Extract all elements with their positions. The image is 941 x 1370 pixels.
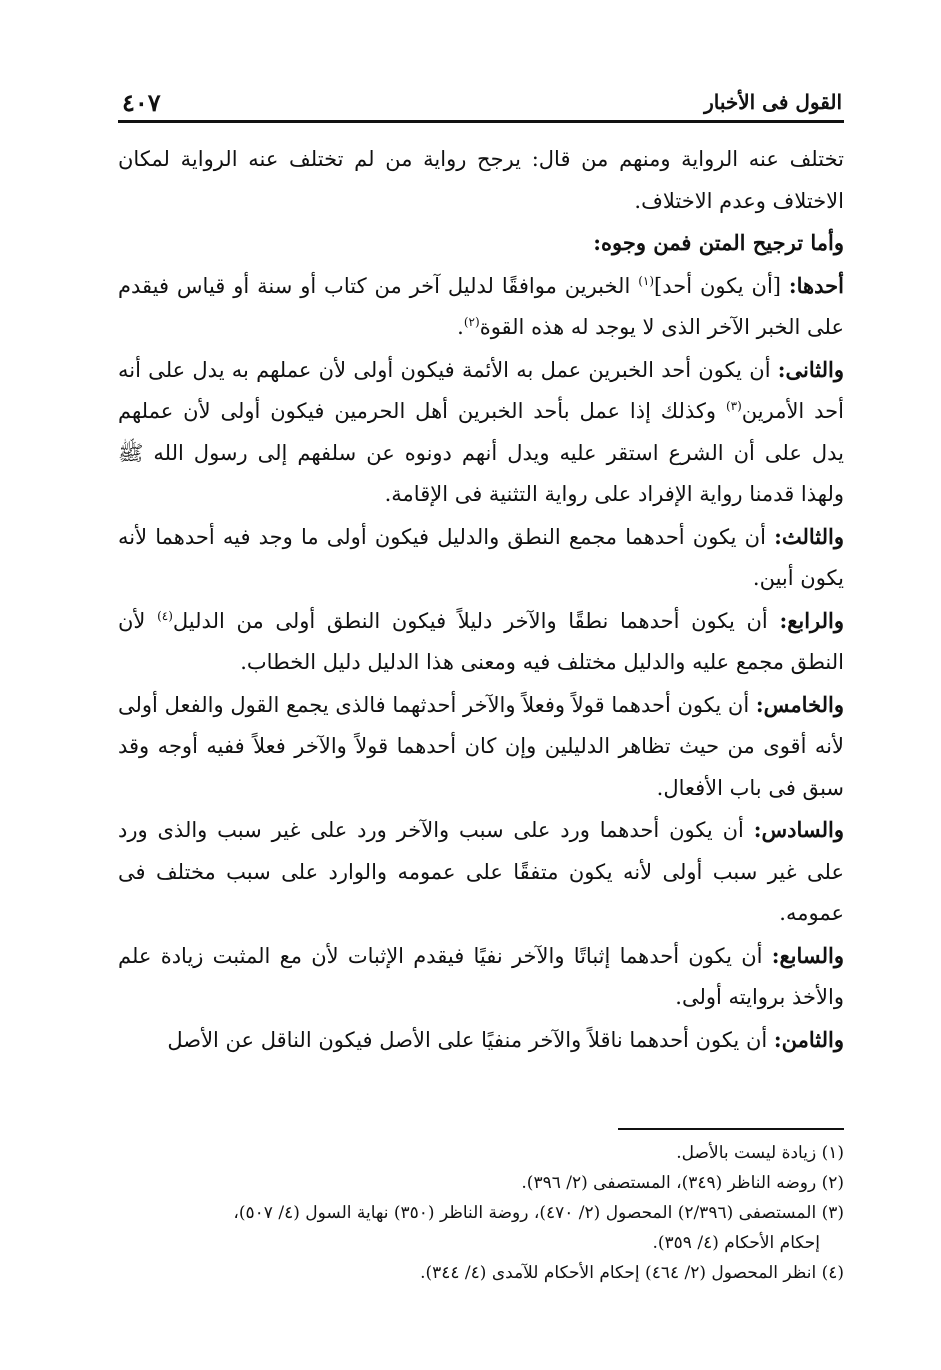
paragraph-lead: أحدها: [788, 272, 844, 298]
paragraph [118, 809, 844, 935]
footnote-text: (١) زيادة ليست بالأصل. [676, 1143, 844, 1163]
paragraph-lead: والسادس: [753, 817, 844, 842]
footnote-ref: (٣) [725, 399, 742, 413]
paragraph-text: أن يكون أحدهما قولاً وفعلاً والآخر أحدثهما فالذى يجمع القول والفعل أولى لأنه أقوى من حيث تظاهر الدليلين وإن كان أحدهما قولاً والآخر فعلاً ففيه أوجه وقد سبق فى باب الأفعال. [118, 692, 844, 800]
paragraph-lead: والرابع: [779, 607, 845, 633]
footnote-text: (٢) روضه الناظر (٣٤٩)، المستصفى (٢/ ٣٩٦). [521, 1173, 844, 1193]
footnote [118, 1258, 844, 1288]
chapter-title: القول فى الأخبار [704, 90, 842, 114]
paragraph-text: [أن يكون أحد] [654, 273, 789, 298]
paragraph-text: أن يكون أحدهما نطقًا والآخر دليلاً فيكون النطق أولى من الدليل [172, 608, 780, 633]
paragraph-text: الخبرين موافقًا لدليل آخر من كتاب أو سنة أو قياس فيقدم على الخبر الآخر الذى لا يوجد له هذه القوة [118, 273, 844, 339]
paragraph-text: أن يكون أحدهما إثباتًا والآخر نفيًا فيقدم الإثبات لأن مع المثبت زيادة علم والأخذ بروايته أولى. [118, 943, 844, 1009]
paragraph [118, 935, 844, 1019]
paragraph-text: أن يكون أحدهما ناقلاً والآخر منفيًا على الأصل فيكون الناقل عن الأصل [167, 1027, 774, 1052]
footnote-ref: (٢) [463, 315, 480, 329]
footnote-text: (٤) انظر المحصول (٢/ ٤٦٤) إحكام الأحكام للآمدى (٤/ ٣٤٤). [420, 1263, 844, 1283]
paragraph-lead: والسابع: [771, 942, 844, 968]
paragraph-lead: والثانى: [777, 356, 844, 382]
section-heading [118, 222, 844, 265]
footnote-divider [618, 1128, 844, 1130]
footnote [118, 1168, 844, 1198]
footnote [118, 1138, 844, 1168]
paragraph [118, 684, 844, 810]
body-text [118, 139, 844, 1061]
page-number: ٤٠٧ [122, 88, 161, 117]
paragraph-text: أن يكون أحد الخبرين عمل به الأئمة فيكون أولى لأن عملهم به يدل على أنه أحد الأمرين [118, 357, 844, 423]
footnote-text: (٣) المستصفى (٢/٣٩٦) المحصول (٢/ ٤٧٠)، روضة الناظر (٣٥٠) نهاية السول (٤/ ٥٠٧)، [233, 1203, 844, 1223]
paragraph [118, 349, 844, 516]
document-page [118, 80, 844, 1061]
footnote-ref: (٤) [157, 608, 173, 623]
paragraph-text: وكذلك إذا عمل بأحد الخبرين أهل الحرمين فيكون أولى لأن عملهم يدل على أن الشرع استقر عليه ويدل أنهم دونوه عن سلفهم إلى رسول الله ﷺ ولهذا قدمنا رواية الإفراد على رواية التثنية فى الإقامة. [118, 399, 844, 506]
paragraph [118, 1019, 844, 1062]
paragraph-text: . [457, 315, 464, 339]
paragraph [118, 600, 844, 684]
paragraph-text: أن يكون أحدهما ورد على سبب والآخر ورد على غير سبب والذى ورد على غير سبب أولى لأنه يكون متفقًا على عمومه والوارد على سبب مختلف فى عمومه. [118, 818, 844, 925]
paragraph [118, 139, 844, 222]
paragraph-text: تختلف عنه الرواية ومنهم من قال: يرجح رواية من لم تختلف عنه الرواية لمكان الاختلاف وعدم الاختلاف. [118, 147, 844, 213]
footnotes-section [118, 1128, 844, 1288]
paragraph-lead: والخامس: [755, 691, 844, 717]
paragraph-lead: والثامن: [773, 1026, 844, 1052]
paragraph-text: لأن النطق مجمع عليه والدليل مختلف فيه ومعنى هذا الدليل دليل الخطاب. [118, 608, 844, 674]
running-header [118, 80, 844, 123]
heading-text: وأما ترجيح المتن فمن وجوه: [593, 230, 844, 255]
footnote [118, 1198, 844, 1258]
footnote-continuation: إحكام الأحكام (٤/ ٣٥٩). [652, 1233, 820, 1253]
paragraph [118, 516, 844, 600]
footnote-ref: (١) [638, 273, 655, 288]
paragraph-text: أن يكون أحدهما مجمع النطق والدليل فيكون أولى ما وجد فيه أحدهما لأنه يكون أبين. [118, 524, 844, 590]
paragraph [118, 265, 844, 349]
paragraph-lead: والثالث: [774, 523, 844, 549]
